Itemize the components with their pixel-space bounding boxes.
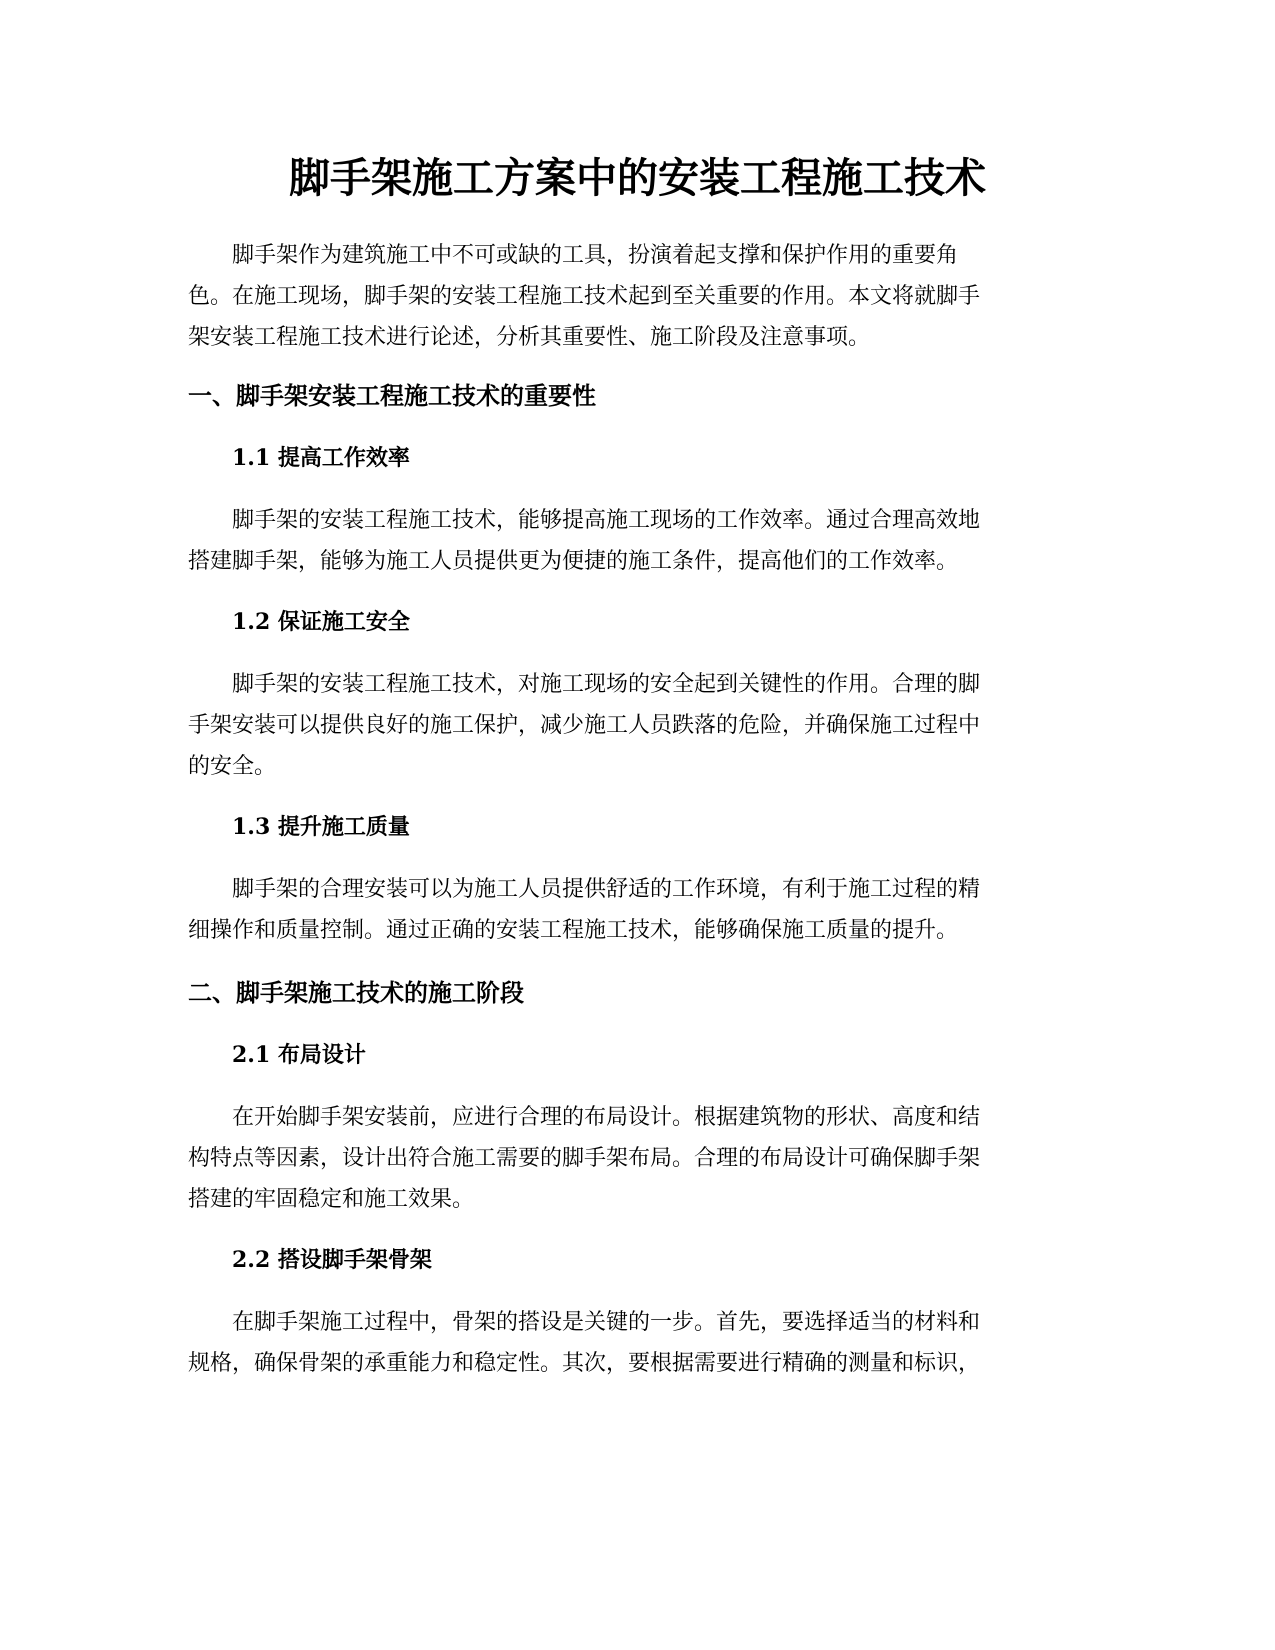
paragraph-line: 脚手架的安装工程施工技术，能够提高施工现场的工作效率。通过合理高效地	[232, 508, 981, 533]
subsection-1-1-heading: 1.1 提高工作效率	[232, 445, 410, 471]
subsection-1-3-heading: 1.3 提升施工质量	[232, 814, 410, 840]
subsection-1-1-paragraph	[188, 500, 1084, 582]
section-2-heading: 二、脚手架施工技术的施工阶段	[188, 979, 524, 1007]
subsection-1-2-paragraph	[188, 664, 1084, 787]
paragraph-line: 构特点等因素，设计出符合施工需要的脚手架布局。合理的布局设计可确保脚手架	[188, 1146, 981, 1171]
paragraph-line: 脚手架的合理安装可以为施工人员提供舒适的工作环境，有利于施工过程的精	[232, 877, 981, 902]
document-title: 脚手架施工方案中的安装工程施工技术	[289, 154, 986, 202]
paragraph-line: 脚手架的安装工程施工技术，对施工现场的安全起到关键性的作用。合理的脚	[232, 672, 981, 697]
paragraph-line: 细操作和质量控制。通过正确的安装工程施工技术，能够确保施工质量的提升。	[188, 918, 959, 943]
subsection-2-1-heading: 2.1 布局设计	[232, 1042, 366, 1068]
paragraph-line: 的安全。	[188, 754, 277, 779]
section-1-heading: 一、脚手架安装工程施工技术的重要性	[188, 382, 596, 410]
subsection-2-1-paragraph	[188, 1097, 1084, 1220]
paragraph-line: 在开始脚手架安装前，应进行合理的布局设计。根据建筑物的形状、高度和结	[232, 1105, 981, 1130]
paragraph-line: 手架安装可以提供良好的施工保护，减少施工人员跌落的危险，并确保施工过程中	[188, 713, 981, 738]
paragraph-line: 架安装工程施工技术进行论述，分析其重要性、施工阶段及注意事项。	[188, 325, 871, 350]
subsection-1-3-paragraph	[188, 869, 1084, 951]
paragraph-line: 色。在施工现场，脚手架的安装工程施工技术起到至关重要的作用。本文将就脚手	[188, 284, 981, 309]
subsection-2-2-heading: 2.2 搭设脚手架骨架	[232, 1247, 432, 1273]
paragraph-line: 规格，确保骨架的承重能力和稳定性。其次，要根据需要进行精确的测量和标识，	[188, 1351, 981, 1376]
paragraph-line: 搭建的牢固稳定和施工效果。	[188, 1187, 475, 1212]
paragraph-line: 搭建脚手架，能够为施工人员提供更为便捷的施工条件，提高他们的工作效率。	[188, 549, 959, 574]
paragraph-line: 在脚手架施工过程中，骨架的搭设是关键的一步。首先，要选择适当的材料和	[232, 1310, 981, 1335]
subsection-1-2-heading: 1.2 保证施工安全	[232, 609, 410, 635]
paragraph-line: 脚手架作为建筑施工中不可或缺的工具，扮演着起支撑和保护作用的重要角	[232, 243, 959, 268]
subsection-2-2-paragraph	[188, 1302, 1084, 1384]
intro-paragraph	[188, 235, 1084, 358]
